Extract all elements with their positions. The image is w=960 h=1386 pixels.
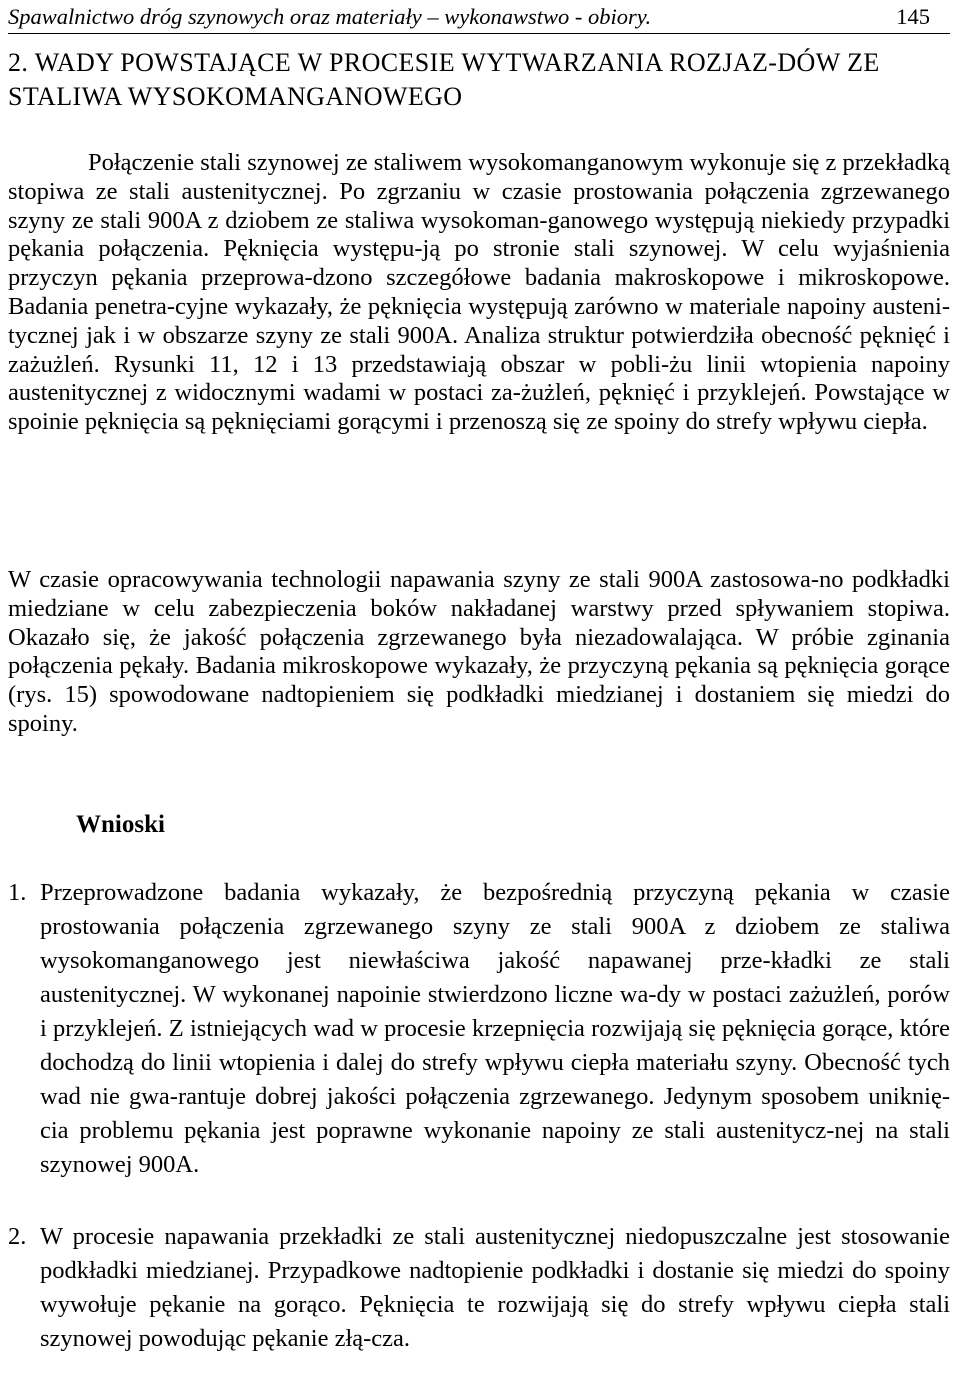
conclusion-number: 1.	[8, 879, 27, 906]
running-title: Spawalnictwo dróg szynowych oraz materiały – wykonawstwo - obiory.	[8, 4, 652, 29]
conclusion-text: W procesie napawania przekładki ze stali austenitycznej niedopuszczalne jest stosowanie podkładki miedzianej. Przypadkowe nadtopienie podkładki i dostanie się miedzi do spoiny wywołuje pękanie na gorąco. Pęknięcia te rozwijają się do strefy wpływu ciepła stali szynowej powodując pękanie złą-cza.	[40, 1223, 950, 1352]
running-header	[8, 2, 930, 32]
conclusion-number: 2.	[8, 1223, 27, 1250]
conclusions-heading: Wnioski	[76, 811, 165, 838]
conclusion-text: Przeprowadzone badania wykazały, że bezpośrednią przyczyną pękania w czasie prostowania połączenia zgrzewanego szyny ze stali 900A z dziobem ze staliwa wysokomanganowego jest niewłaściwa jakość napawanej prze-kładki ze stali austenitycznej. W wykonanej napoinie stwierdzono liczne wa-dy w postaci zażużleń, porów i przyklejeń. Z istniejących wad w procesie krzepnięcia rozwijają się pęknięcia gorące, które dochodzą do linii wtopienia i dalej do strefy wpływu ciepła materiału szyny. Obecność tych wad nie gwa-rantuje dobrej jakości połączenia zgrzewanego. Jedynym sposobem uniknię-cia problemu pękania jest poprawne wykonanie napoiny ze stali austenitycz-nej na stali szynowej 900A.	[40, 879, 950, 1178]
page-number: 145	[896, 4, 930, 29]
body-paragraph-2: W czasie opracowywania technologii napawania szyny ze stali 900A zastosowa-no podkładki miedziane w celu zabezpieczenia boków nakładanej warstwy przed spływaniem stopiwa. Okazało się, że jakość połączenia zgrzewanego była niezadowalająca. W próbie zginania połączenia pękały. Badania mikroskopowe wykazały, że przyczyną pękania są pęknięcia gorące (rys. 15) spowodowane nadtopieniem się podkładki miedzianej i dostaniem się miedzi do spoiny.	[8, 566, 950, 737]
section-heading: 2. WADY POWSTAJĄCE W PROCESIE WYTWARZANIA ROZJAZ-DÓW ZE STALIWA WYSOKOMANGANOWEGO	[8, 48, 880, 111]
header-rule	[8, 33, 950, 34]
body-paragraph-1: Połączenie stali szynowej ze staliwem wysokomanganowym wykonuje się z przekładką stopiwa ze stali austenitycznej. Po zgrzaniu w czasie prostowania połączenia zgrzewanego szyny ze stali 900A z dziobem ze staliwa wysokoman-ganowego występują niekiedy przypadki pękania połączenia. Pęknięcia występu-ją po stronie stali szynowej. W celu wyjaśnienia przyczyn pękania przeprowa-dzono szczegółowe badania makroskopowe i mikroskopowe. Badania penetra-cyjne wykazały, że pęknięcia występują zarówno w materiale napoiny austeni-tycznej jak i w obszarze szyny ze stali 900A. Analiza struktur potwierdziła obecność pęknięć i zażużleń. Rysunki 11, 12 i 13 przedstawiają obszar w pobli-żu linii wtopienia napoiny austenitycznej z widocznymi wadami w postaci za-żużleń, pęknięć i przyklejeń. Powstające w spoinie pęknięcia są pęknięciami gorącymi i przenoszą się ze spoiny do strefy wpływu ciepła.	[8, 149, 951, 436]
